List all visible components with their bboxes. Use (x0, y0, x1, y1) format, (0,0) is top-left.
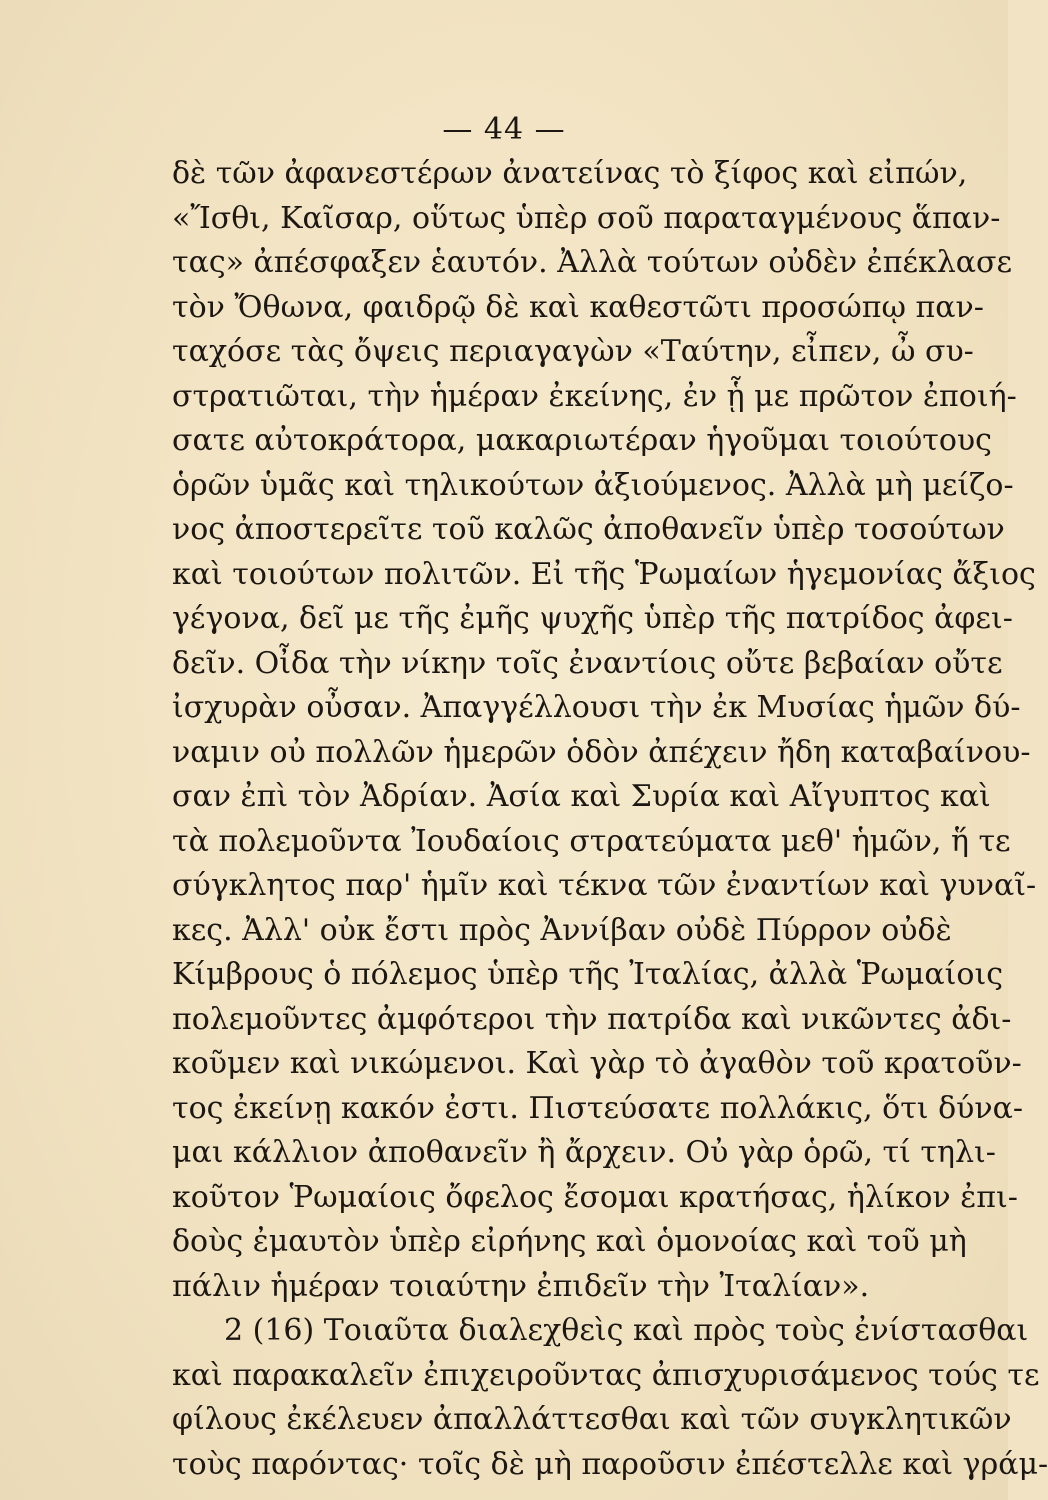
text-line: πολεμοῦντες ἀμφότεροι τὴν πατρίδα καὶ νικῶντες ἀδι- (172, 1001, 1012, 1037)
text-line: ἰσχυρὰν οὖσαν. Ἀπαγγέλλουσι τὴν ἐκ Μυσίας ἡμῶν δύ- (172, 690, 1021, 725)
text-line: φίλους ἐκέλευεν ἀπαλλάττεσθαι καὶ τῶν συγκλητικῶν (172, 1402, 1012, 1437)
text-line: Κίμβρους ὁ πόλεμος ὑπὲρ τῆς Ἰταλίας, ἀλλὰ Ῥωμαίοις (172, 957, 1004, 992)
text-line: σατε αὐτοκράτορα, μακαριωτέραν ἡγοῦμαι τοιούτους (172, 423, 992, 458)
text-line: κες. Ἀλλ' οὐκ ἔστι πρὸς Ἀννίβαν οὐδὲ Πύρρον οὐδὲ (172, 912, 952, 948)
text-line: δεῖν. Οἶδα τὴν νίκην τοῖς ἐναντίοις οὔτε βεβαίαν οὔτε (172, 645, 1003, 681)
text-line: σαν ἐπὶ τὸν Ἀδρίαν. Ἀσία καὶ Συρία καὶ Αἴγυπτος καὶ (172, 779, 991, 814)
text-line: μαι κάλλιον ἀποθανεῖν ἢ ἄρχειν. Οὐ γὰρ ὁρῶ, τί τηλι- (172, 1135, 996, 1170)
body-text (172, 152, 1048, 1487)
text-line: «Ἴσθι, Καῖσαρ, οὕτως ὑπὲρ σοῦ παραταγμένους ἅπαν- (172, 200, 1001, 236)
text-line: νος ἀποστερεῖτε τοῦ καλῶς ἀποθανεῖν ὑπὲρ τοσούτων (172, 512, 1005, 547)
paragraph-end-line: πάλιν ἡμέραν τοιαύτην ἐπιδεῖν τὴν Ἰταλίαν». (172, 1268, 870, 1304)
text-line: τος ἐκείνῃ κακόν ἐστι. Πιστεύσατε πολλάκις, ὅτι δύνα- (172, 1090, 1024, 1126)
text-line: γέγονα, δεῖ με τῆς ἐμῆς ψυχῆς ὑπὲρ τῆς πατρίδος ἀφει- (172, 601, 1013, 636)
text-line: σύγκλητος παρ' ἡμῖν καὶ τέκνα τῶν ἐναντίων καὶ γυναῖ- (172, 868, 1037, 903)
text-line: δοὺς ἐμαυτὸν ὑπὲρ εἰρήνης καὶ ὁμονοίας καὶ τοῦ μὴ (172, 1224, 967, 1259)
text-line: καὶ τοιούτων πολιτῶν. Εἰ τῆς Ῥωμαίων ἡγεμονίας ἄξιος (172, 556, 1036, 592)
text-line: τοὺς παρόντας· τοῖς δὲ μὴ παροῦσιν ἐπέστελλε καὶ γράμ- (172, 1446, 1048, 1482)
text-line: κοῦτον Ῥωμαίοις ὄφελος ἔσομαι κρατήσας, ἡλίκον ἐπι- (172, 1179, 1018, 1215)
text-line: τὸν Ὄθωνα, φαιδρῷ δὲ καὶ καθεστῶτι προσώπῳ παν- (172, 289, 984, 325)
text-line: ὁρῶν ὑμᾶς καὶ τηλικούτων ἀξιούμενος. Ἀλλὰ μὴ μείζο- (172, 467, 1014, 503)
section-start-line: 2 (16) Τοιαῦτα διαλεχθεὶς καὶ πρὸς τοὺς ἐνίστασθαι (224, 1313, 1029, 1348)
text-line: δὲ τῶν ἀφανεστέρων ἀνατείνας τὸ ξίφος καὶ εἰπών, (172, 156, 968, 191)
text-line: τας» ἀπέσφαξεν ἑαυτόν. Ἀλλὰ τούτων οὐδὲν ἐπέκλασε (172, 245, 1013, 280)
text-line: τὰ πολεμοῦντα Ἰουδαίοις στρατεύματα μεθ' ἡμῶν, ἥ τε (172, 823, 1011, 859)
text-line: ναμιν οὐ πολλῶν ἡμερῶν ὁδὸν ἀπέχειν ἤδη καταβαίνου- (172, 734, 1031, 770)
text-line: στρατιῶται, τὴν ἡμέραν ἐκείνης, ἐν ᾗ με πρῶτον ἐποιή- (172, 378, 1017, 414)
text-line: καὶ παρακαλεῖν ἐπιχειροῦντας ἀπισχυρισάμενος τούς τε (172, 1357, 1040, 1393)
text-line: κοῦμεν καὶ νικώμενοι. Καὶ γὰρ τὸ ἀγαθὸν τοῦ κρατοῦν- (172, 1046, 1022, 1081)
page-number: — 44 — (442, 112, 566, 147)
text-line: ταχόσε τὰς ὄψεις περιαγαγὼν «Ταύτην, εἶπεν, ὦ συ- (172, 334, 974, 369)
